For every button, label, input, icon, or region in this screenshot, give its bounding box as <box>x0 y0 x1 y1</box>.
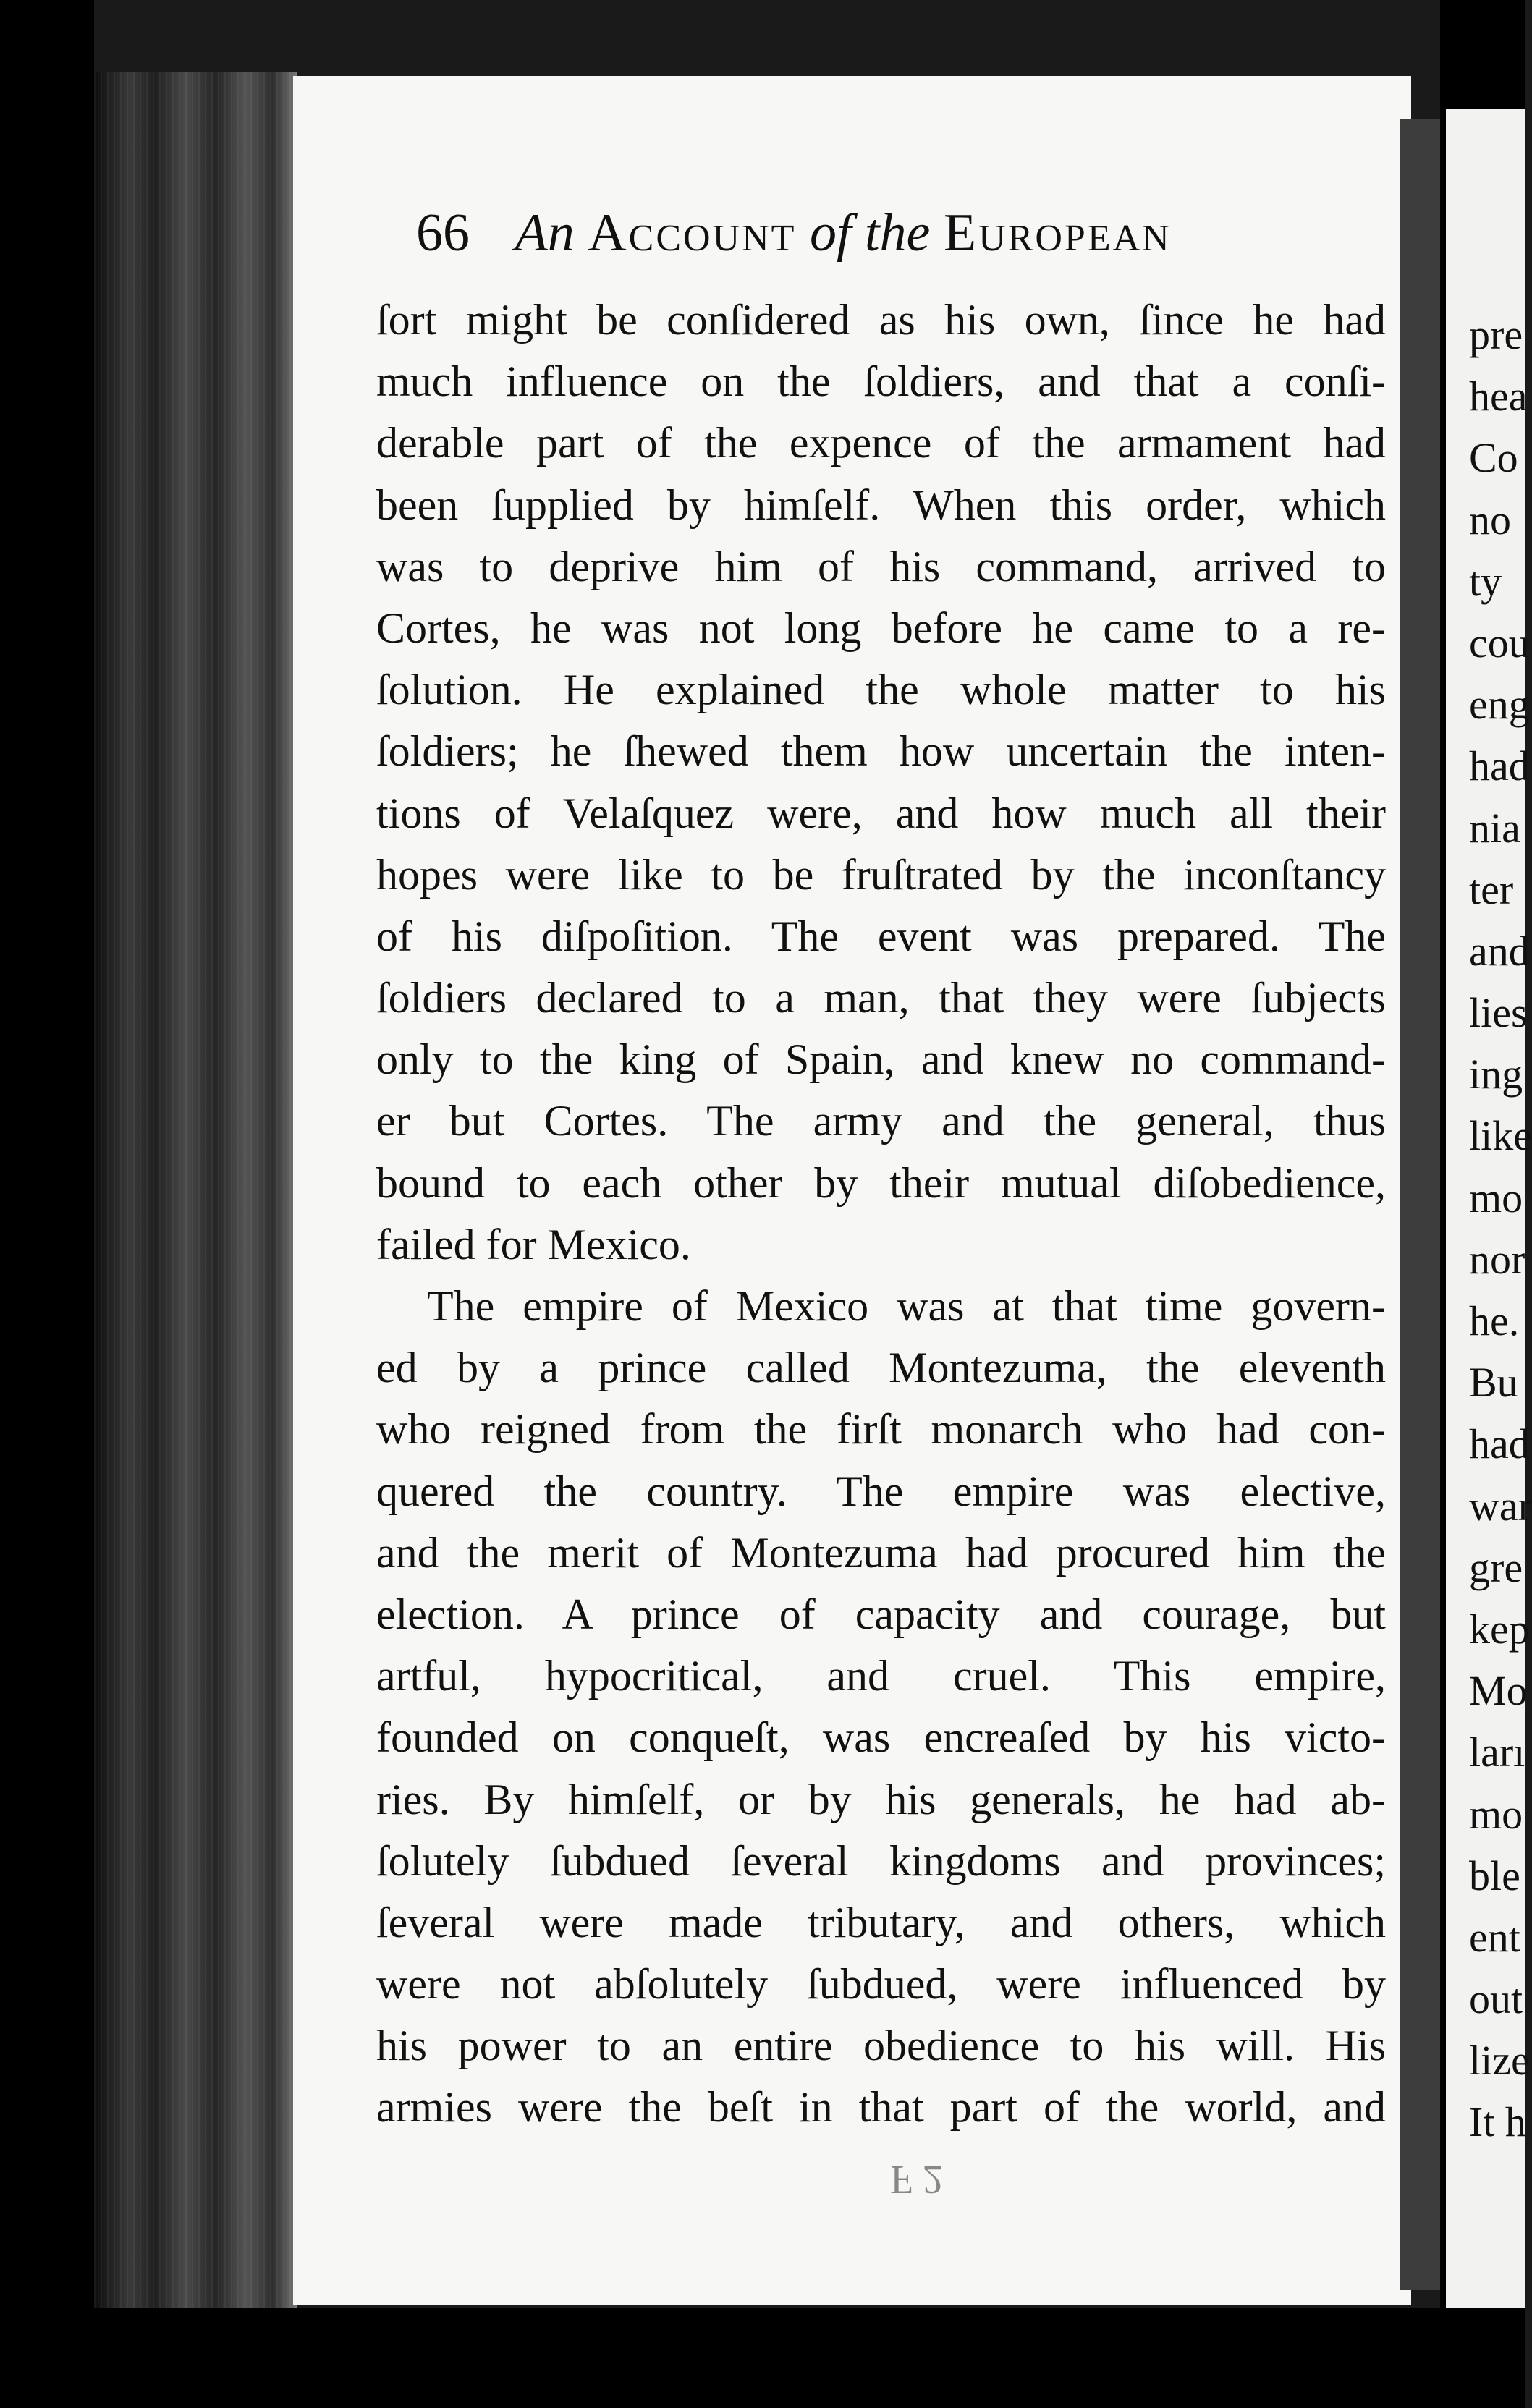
text-line: were not abſolutely ſubdued, were influenced by <box>376 1960 1386 2009</box>
facing-line: like <box>1469 1112 1532 1160</box>
body-text <box>376 289 1386 2139</box>
facing-line: out <box>1469 1975 1523 2023</box>
text-line: ed by a prince called Montezuma, the eleventh <box>376 1344 1386 1392</box>
text-line: who reigned from the firſt monarch who had con- <box>376 1405 1386 1454</box>
text-line: ſolutely ſubdued ſeveral kingdoms and provinces; <box>376 1836 1386 1885</box>
text-line: ſoldiers; he ſhewed them how uncertain the inten- <box>376 727 1386 776</box>
text-line: artful, hypocritical, and cruel. This empire, <box>376 1652 1386 1700</box>
facing-line: ter <box>1469 865 1514 913</box>
text-line: failed for Mexico. <box>376 1220 691 1268</box>
header-word-european: European <box>943 203 1172 263</box>
text-line: founded on conqueſt, was encreaſed by his victo- <box>376 1713 1386 1762</box>
facing-line: mo <box>1469 1174 1523 1221</box>
facing-page-text <box>1469 304 1532 2153</box>
facing-line: ları <box>1469 1729 1525 1776</box>
facing-line: ing <box>1469 1051 1523 1098</box>
text-line: ſort might be conſidered as his own, ſince he had <box>376 296 1386 344</box>
header-word-an: An <box>515 203 575 263</box>
facing-line: pre <box>1469 311 1523 358</box>
page-gutter-shadow <box>1400 119 1444 2290</box>
signature-mark: F 2 <box>890 2157 944 2202</box>
text-line: Cortes, he was not long before he came to a re- <box>376 603 1386 652</box>
facing-line: nia <box>1469 804 1520 852</box>
text-line: ſolution. He explained the whole matter to his <box>376 666 1386 714</box>
scan-border-left <box>0 0 94 2408</box>
text-line: er but Cortes. The army and the general, thus <box>376 1097 1386 1145</box>
facing-line: mo <box>1469 1790 1523 1838</box>
facing-line: cou <box>1469 619 1530 666</box>
running-header <box>416 203 1386 289</box>
text-line: quered the country. The empire was elective, <box>376 1467 1386 1515</box>
text-line: much influence on the ſoldiers, and that a conſi- <box>376 357 1386 406</box>
facing-line: and <box>1469 927 1530 975</box>
facing-line: eng <box>1469 681 1530 729</box>
facing-line: lies <box>1469 989 1528 1037</box>
page-number: 66 <box>416 203 470 263</box>
scan-border-bottom <box>0 2308 1525 2408</box>
text-line: been ſupplied by himſelf. When this order, which <box>376 480 1386 529</box>
facing-line: nor <box>1469 1235 1525 1283</box>
facing-line: ble <box>1469 1852 1520 1899</box>
facing-line: Mo <box>1469 1667 1528 1715</box>
facing-line: ty <box>1469 557 1502 605</box>
text-line: his power to an entire obedience to his will. His <box>376 2022 1386 2070</box>
text-line: derable part of the expence of the armament had <box>376 419 1386 467</box>
facing-line: lize <box>1469 2037 1530 2085</box>
text-line: election. A prince of capacity and courage, but <box>376 1590 1386 1638</box>
text-line: The empire of Mexico was at that time govern- <box>427 1282 1386 1330</box>
book-spine-texture <box>94 72 297 2308</box>
text-line: ſeveral were made tributary, and others, which <box>376 1898 1386 1946</box>
header-word-account: Account <box>588 203 797 263</box>
facing-line: ent <box>1469 1913 1520 1961</box>
text-line: hopes were like to be fruſtrated by the inconſtancy <box>376 850 1386 899</box>
facing-line: hea <box>1469 373 1528 420</box>
facing-line: had <box>1469 742 1530 790</box>
text-line: ries. By himſelf, or by his generals, he had ab- <box>376 1775 1386 1823</box>
facing-line: Bu <box>1469 1359 1518 1407</box>
text-line: of his diſpoſition. The event was prepared. The <box>376 912 1386 960</box>
facing-line: no <box>1469 496 1511 543</box>
facing-line: kep <box>1469 1605 1530 1653</box>
text-line: ſoldiers declared to a man, that they were ſubjects <box>376 974 1386 1022</box>
text-line: was to deprive him of his command, arrived to <box>376 542 1386 590</box>
facing-line: war <box>1469 1482 1532 1530</box>
header-word-of-the: of the <box>809 203 931 263</box>
facing-line: Co <box>1469 434 1518 482</box>
text-line: bound to each other by their mutual diſobedience, <box>376 1158 1386 1207</box>
facing-line: had <box>1469 1420 1530 1468</box>
facing-line: he. <box>1469 1297 1520 1344</box>
text-line: only to the king of Spain, and knew no command- <box>376 1035 1386 1084</box>
text-line: armies were the beſt in that part of the world, and <box>376 2083 1386 2132</box>
text-line: and the merit of Montezuma had procured him the <box>376 1528 1386 1577</box>
text-line: tions of Velaſquez were, and how much all their <box>376 789 1386 837</box>
facing-line: gre <box>1469 1543 1523 1591</box>
facing-line: It h <box>1469 2098 1526 2146</box>
